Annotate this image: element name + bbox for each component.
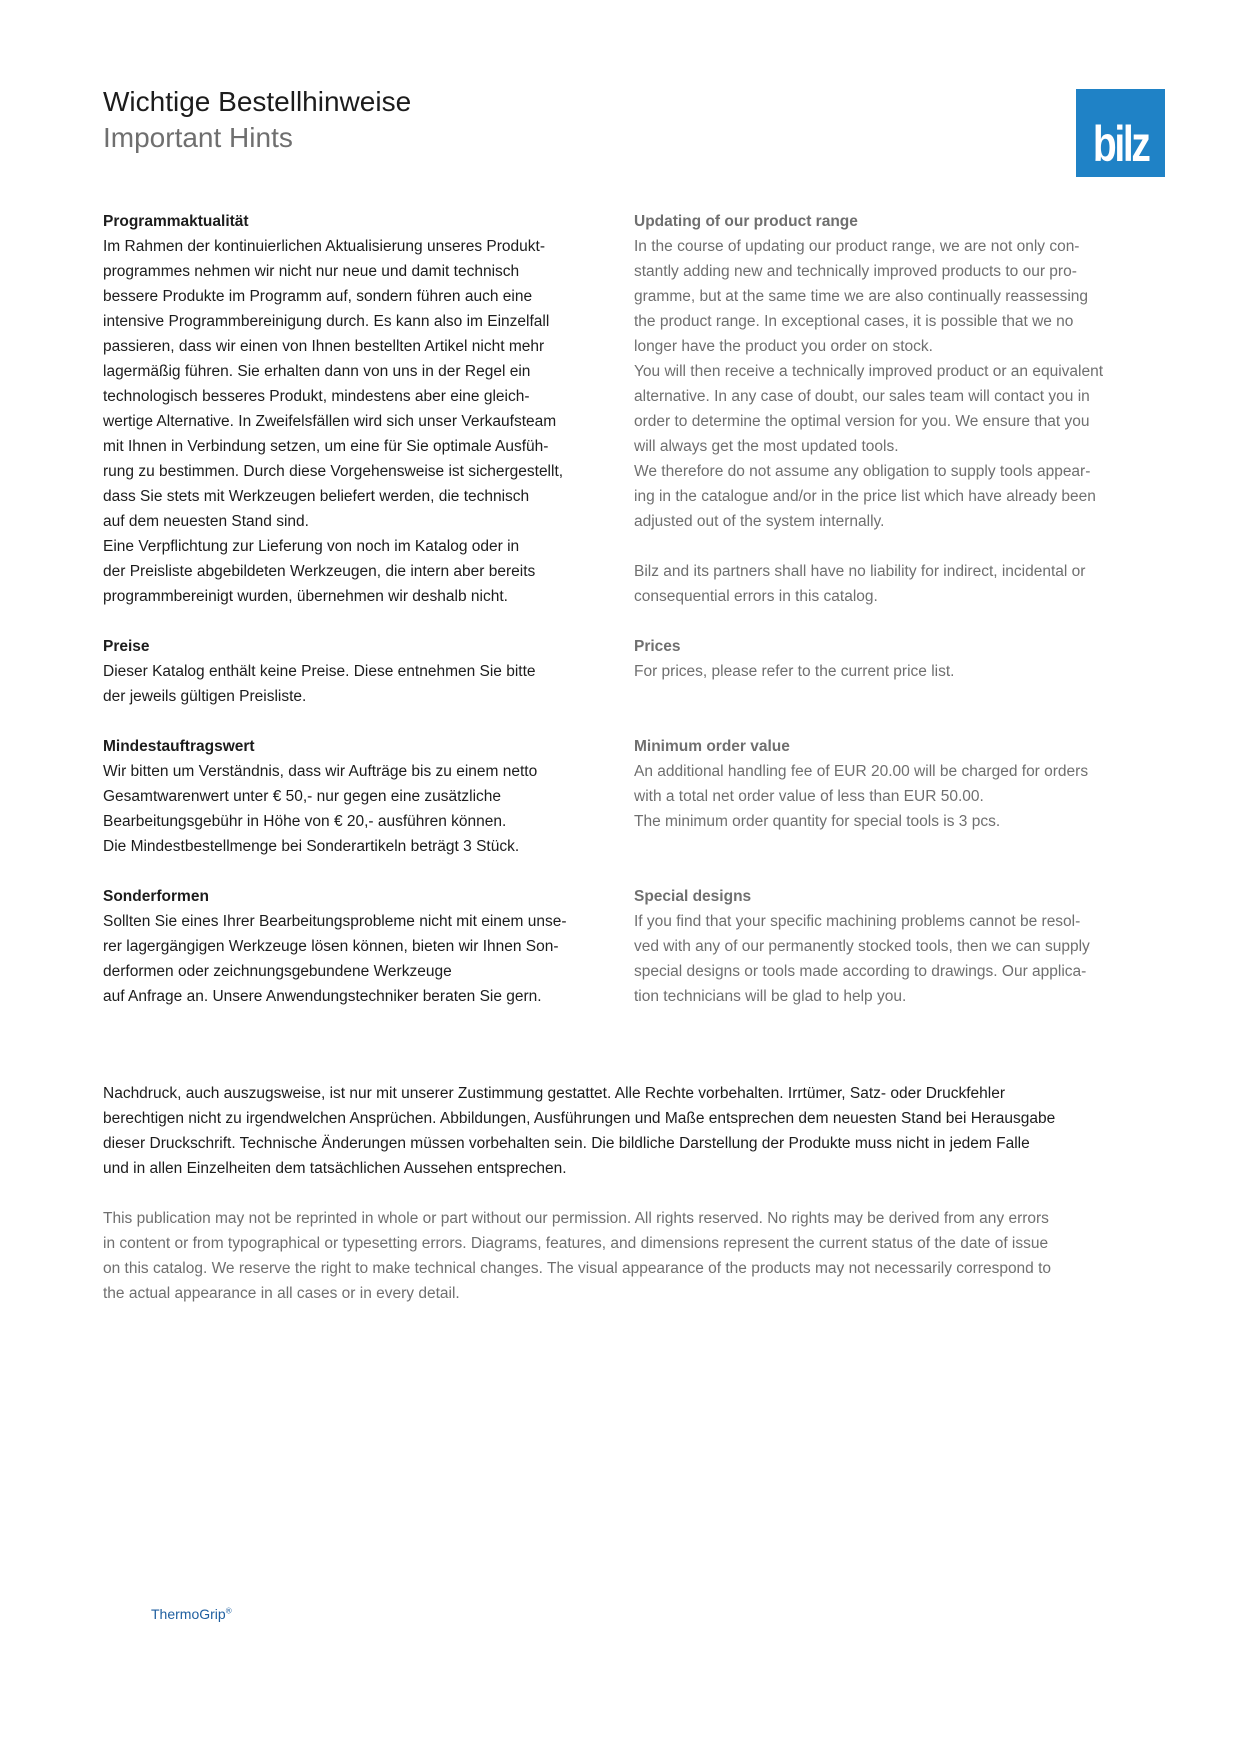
- page-title-block: [103, 84, 411, 156]
- section-body: Sollten Sie eines Ihrer Bearbeitungsprobleme nicht mit einem unse- rer lagergängigen Werkzeuge lösen können, bieten wir Ihnen Son- derformen oder zeichnungsgebundene Werkzeuge auf Anfrage an. Unsere Anwendungstechniker beraten Sie gern.: [103, 913, 567, 1005]
- section-body: If you find that your specific machining problems cannot be resol- ved with any of our permanently stocked tools, then we can supply special designs or tools made according to drawings. Our applica- tion technicians will be glad to help you.: [634, 913, 1090, 1005]
- brand-label: [151, 1606, 232, 1622]
- section-prices: [634, 634, 1144, 684]
- section-special-designs: [634, 884, 1144, 1009]
- section-body: In the course of updating our product range, we are not only con- stantly adding new and technically improved products to our pro- gramme, but at the same time we are also continually reassessing the product range. In exceptional cases, it is possible that we no longer have the product you order on stock. You will then receive a technically improved product or an equivalent alternative. In any case of doubt, our sales team will contact you in order to determine the optimal version for you. We ensure that you will always get the most updated tools. We therefore do not assume any obligation to supply tools appear- ing in the catalogue and/or in the price list which have already been adjusted out of the system internally. Bilz and its partners shall have no liability for indirect, incidental or consequential errors in this catalog.: [634, 238, 1104, 605]
- section-heading: Prices: [634, 638, 681, 655]
- section-body: Im Rahmen der kontinuierlichen Aktualisierung unseres Produkt- programmes nehmen wir nicht nur neue und damit technisch bessere Produkte im Programm auf, sondern führen auch eine intensive Programmbereinigung durch. Es kann also im Einzelfall passieren, dass wir einen von Ihnen bestellten Artikel nicht mehr lagermäßig führen. Sie erhalten dann von uns in der Regel ein technologisch besseres Produkt, mindestens aber eine gleich- wertige Alternative. In Zweifelsfällen wird sich unser Verkaufsteam mit Ihnen in Verbindung setzen, um eine für Sie optimale Ausfüh- rung zu bestimmen. Durch diese Vorgehensweise ist sichergestellt, dass Sie stets mit Werkzeugen beliefert werden, die technisch auf dem neuesten Stand sind. Eine Verpflichtung zur Lieferung von noch im Katalog oder in der Preisliste abgebildeten Werkzeugen, die intern aber bereits programmbereinigt wurden, übernehmen wir deshalb nicht.: [103, 238, 564, 605]
- page-title-german: Wichtige Bestellhinweise: [103, 86, 412, 117]
- section-heading: Sonderformen: [103, 888, 209, 905]
- copyright-notice-german: Nachdruck, auch auszugsweise, ist nur mit unserer Zustimmung gestattet. Alle Rechte vorbehalten. Irrtümer, Satz- oder Druckfehler berechtigen nicht zu irgendwelchen Ansprüchen. Abbildungen, Ausführungen und Maße entsprechen dem neuesten Stand bei Herausgabe dieser Druckschrift. Technische Änderungen müssen vorbehalten sein. Die bildliche Darstellung der Produkte muss nicht in jedem Falle und in allen Einzelheiten dem tatsächlichen Aussehen entsprechen.: [103, 1085, 1056, 1177]
- section-heading: Preise: [103, 638, 150, 655]
- section-heading: Minimum order value: [634, 738, 790, 755]
- copyright-notice-english: This publication may not be reprinted in whole or part without our permission. All rights reserved. No rights may be derived from any errors in content or from typographical or typesetting errors. Diagrams, features, and dimensions represent the current status of the date of issue on this catalog. We reserve the right to make technical changes. The visual appearance of the products may not necessarily correspond to the actual appearance in all cases or in every detail.: [103, 1210, 1052, 1302]
- section-preise: [103, 634, 613, 709]
- section-heading: Mindestauftragswert: [103, 738, 255, 755]
- section-minimum-order-value: [634, 734, 1144, 834]
- section-heading: Updating of our product range: [634, 213, 858, 230]
- section-body: Dieser Katalog enthält keine Preise. Diese entnehmen Sie bitte der jeweils gültigen Preisliste.: [103, 663, 536, 705]
- section-body: For prices, please refer to the current price list.: [634, 663, 955, 680]
- section-updating-product-range: [634, 209, 1144, 609]
- section-heading: Special designs: [634, 888, 752, 905]
- registered-mark: ®: [225, 1606, 232, 1616]
- section-heading: Programmaktualität: [103, 213, 249, 230]
- logo-text: bilz: [1092, 116, 1149, 172]
- bilz-logo: [1076, 89, 1165, 177]
- section-body: An additional handling fee of EUR 20.00 will be charged for orders with a total net order value of less than EUR 50.00. The minimum order quantity for special tools is 3 pcs.: [634, 763, 1089, 830]
- section-mindestauftragswert: [103, 734, 613, 859]
- brand-name: ThermoGrip: [151, 1606, 226, 1622]
- section-body: Wir bitten um Verständnis, dass wir Aufträge bis zu einem netto Gesamtwarenwert unter € 50,- nur gegen eine zusätzliche Bearbeitungsgebühr in Höhe von € 20,- ausführen können. Die Mindestbestellmenge bei Sonderartikeln beträgt 3 Stück.: [103, 763, 538, 855]
- page-title-english: Important Hints: [103, 122, 293, 153]
- section-programmaktualitaet: [103, 209, 613, 609]
- section-sonderformen: [103, 884, 613, 1009]
